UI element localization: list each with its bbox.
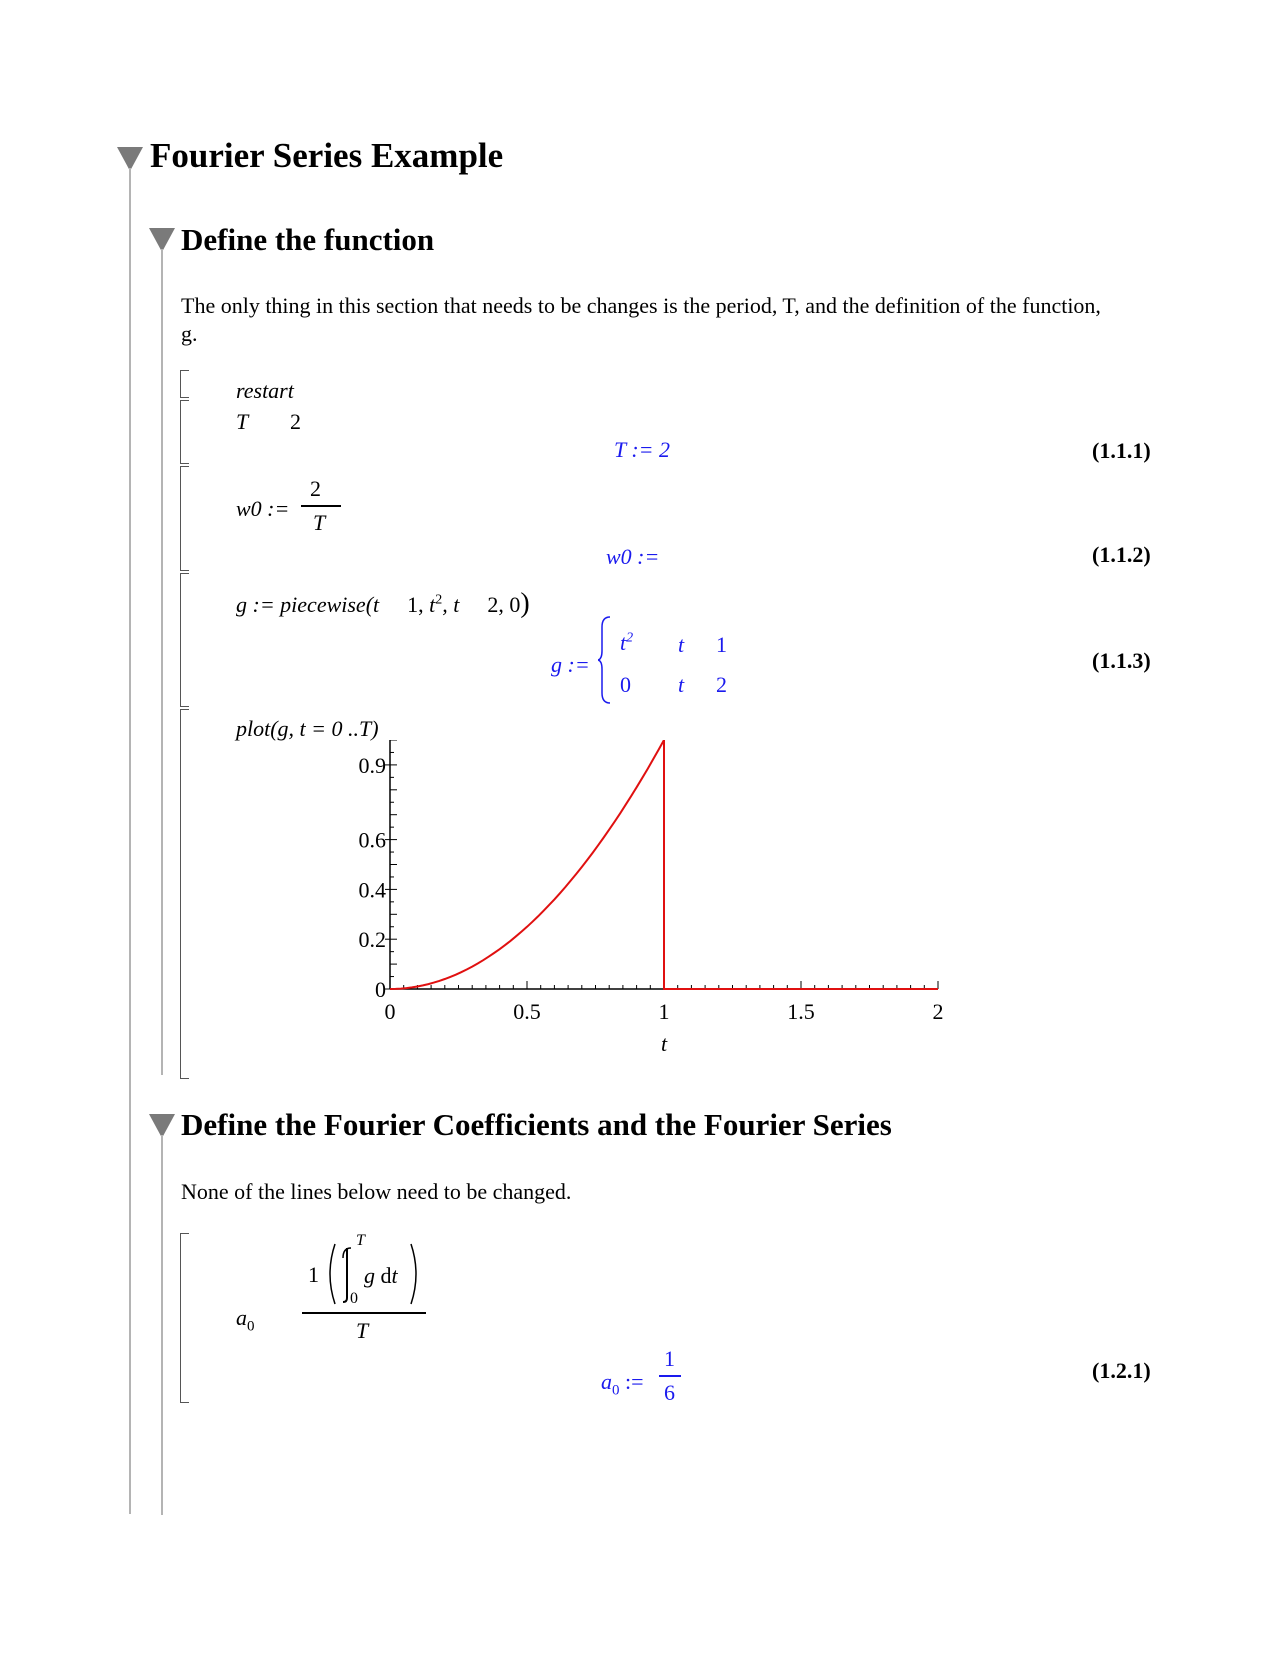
section-heading: Define the function (181, 222, 435, 257)
y-tick-label: 0.4 (358, 877, 386, 903)
exec-group-bracket[interactable] (180, 1233, 189, 1403)
piecewise-row-var: t (678, 672, 685, 697)
x-tick-label: 0.5 (513, 999, 541, 1024)
piecewise-row-expr: $t^2$ (620, 630, 634, 655)
piecewise-row-bound: 2 (716, 672, 727, 697)
input-g-t1: t (373, 592, 380, 617)
input-a0-num[interactable]: 1 (308, 1262, 319, 1287)
section-description: None of the lines below need to be changed. (181, 1179, 572, 1204)
input-T-name[interactable]: T (236, 409, 249, 434)
output-w0: w0 := (606, 544, 660, 569)
output-a0-lhs: $a_0$ := (601, 1369, 644, 1399)
section-guide-line (129, 168, 131, 1514)
input-plot[interactable]: plot(g, t = 0 ..T) (236, 716, 379, 741)
exec-group-bracket[interactable] (180, 370, 189, 398)
output-a0-num: 1 (664, 1346, 675, 1371)
output-a0-den: 6 (664, 1380, 675, 1405)
input-g-close: ) (520, 588, 530, 619)
input-g-expr: t (429, 592, 436, 617)
fraction-bar (659, 1375, 681, 1377)
fraction-bar (302, 1312, 426, 1314)
x-tick-label: 1 (658, 999, 670, 1024)
input-w0-den[interactable]: T (313, 510, 326, 535)
output-g-lhs: g := (551, 652, 590, 677)
input-T-value[interactable]: 2 (290, 409, 301, 434)
page-title: Fourier Series Example (150, 136, 504, 175)
x-tick-label: 0 (384, 999, 396, 1024)
input-den[interactable]: T (356, 1318, 369, 1343)
equation-label: (1.1.3) (1092, 648, 1151, 673)
piecewise-brace (598, 615, 612, 705)
input-g-exp: 2 (435, 592, 443, 608)
y-tick-label: 0 (375, 977, 386, 1002)
y-tick-label: 0.9 (358, 752, 386, 778)
input-g-rest: 2, 0 (487, 592, 521, 617)
input-g-definition[interactable] (236, 588, 530, 620)
output-T: T := 2 (614, 437, 671, 462)
input-g-cmd: g := piecewise( (236, 592, 374, 617)
integral-lower: 0 (350, 1290, 358, 1307)
subsection-guide-line (161, 1135, 163, 1515)
exec-group-bracket[interactable] (180, 709, 189, 1079)
x-axis-label: t (660, 1031, 668, 1056)
y-tick-label: 0.6 (358, 827, 386, 853)
equation-label: (1.1.1) (1092, 438, 1151, 463)
x-tick-label: 2 (932, 999, 944, 1024)
y-tick-label: 0.2 (358, 927, 386, 953)
series-line-g (390, 740, 938, 989)
exec-group-bracket[interactable] (180, 466, 189, 571)
subsection-guide-line (161, 249, 163, 1075)
piecewise-row-var: t (678, 632, 685, 657)
input-w0-num[interactable]: 2 (310, 476, 321, 501)
integral-upper: T (356, 1232, 365, 1249)
section-description: The only thing in this section that needs to be changes is the period, T, and the definition of the function, g. (181, 293, 1101, 346)
section-heading: Define the Fourier Coefficients and the Fourier Series (181, 1107, 892, 1142)
input-g-t2: , t (442, 592, 460, 617)
fraction-bar (301, 505, 341, 507)
equation-label: (1.1.2) (1092, 542, 1151, 567)
exec-group-bracket[interactable] (180, 573, 189, 707)
integrand: g dt (364, 1263, 398, 1288)
input-g-c1: 1, (407, 592, 424, 617)
piecewise-row-bound: 1 (716, 632, 727, 657)
piecewise-row-expr: 0 (620, 672, 631, 697)
input-restart[interactable]: restart (236, 378, 294, 403)
plot-area[interactable] (330, 740, 980, 1080)
input-w0-lhs[interactable]: w0 := (236, 496, 290, 521)
x-tick-label: 1.5 (787, 999, 815, 1024)
input-a0-lhs[interactable]: $a_0$ (236, 1305, 255, 1335)
equation-label: (1.2.1) (1092, 1358, 1151, 1383)
exec-group-bracket[interactable] (180, 400, 189, 464)
